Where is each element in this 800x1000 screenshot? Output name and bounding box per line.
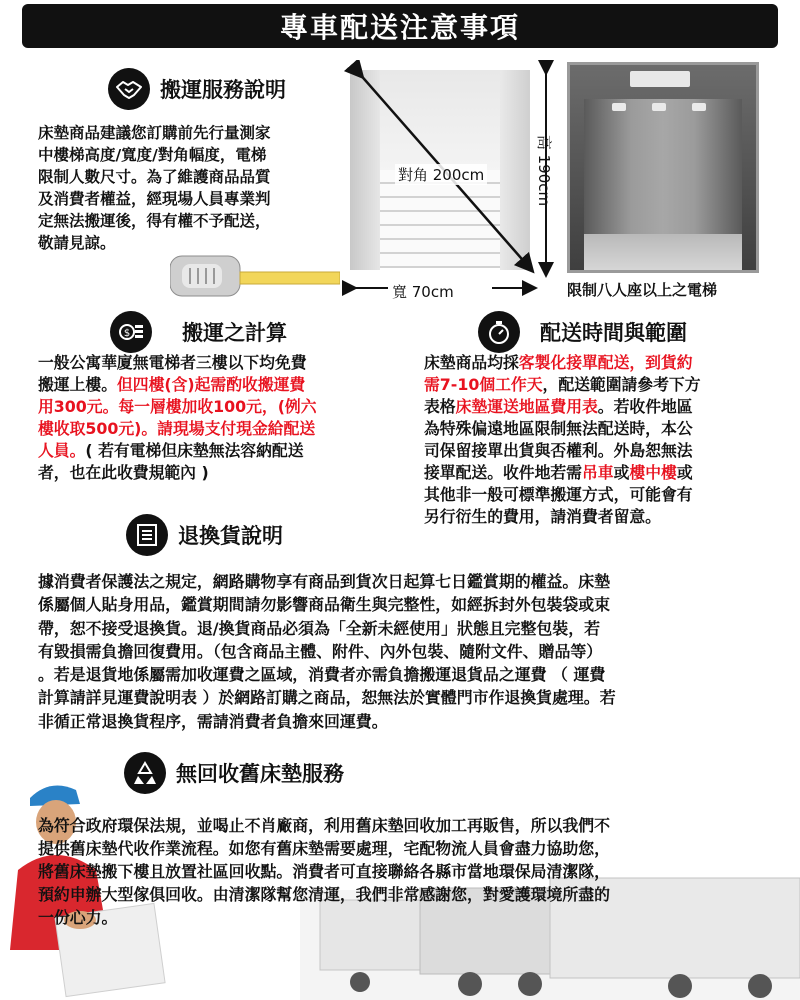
width-label: 寬 70cm	[392, 283, 454, 301]
transport-line: 限制人數尺寸。為了維護商品品質	[38, 168, 271, 186]
elevator-caption: 限制八人座以上之電梯	[567, 281, 718, 299]
fee-description	[38, 352, 398, 484]
returns-section-header	[126, 514, 283, 556]
fee-text: 搬運上樓。	[38, 375, 117, 394]
returns-line: 據消費者保護法之規定，網路購物享有商品到貨次日起算七日鑑賞期的權益。床墊	[38, 572, 611, 591]
diagonal-label: 對角 200cm	[395, 164, 487, 185]
coins-icon	[110, 311, 152, 353]
recycle-section-title: 無回收舊床墊服務	[176, 762, 344, 786]
transport-section-title: 搬運服務說明	[160, 78, 286, 102]
fee-highlight: 但四樓(含)起需酌收搬運費	[117, 375, 306, 394]
delivery-description: 床墊商品均採客製化接單配送，到貨約 需7-10個工作天，配送範圍請參考下方 表格床墊運送地區費用表。若收件地區 為特殊偏遠地區限制無法配送時，本公 司保留接單出貨與否權利。外島恕無法 接單配送。收件地若需吊車或樓中樓或 其他非一般可標準搬運方式，可能會有 另行衍生的費用，請消費者留意。	[424, 353, 701, 526]
fee-highlight: 人員。	[38, 441, 86, 460]
transport-line: 及消費者權益，經現場人員專業判	[38, 190, 271, 208]
fee-section-header	[110, 311, 287, 353]
fee-highlight: 用300元。每一層樓加收100元，(例六	[38, 397, 317, 416]
recycle-icon	[124, 752, 166, 794]
fee-line: 一般公寓華廈無電梯者三樓以下均免費	[38, 353, 307, 372]
page-title: 專車配送注意事項	[279, 11, 520, 44]
recycle-line: 為符合政府環保法規，並喝止不肖廠商，利用舊床墊回收加工再販售，所以我們不	[38, 816, 611, 835]
returns-description	[38, 570, 778, 733]
handshake-icon	[108, 68, 150, 110]
height-label: 高 190cm	[535, 134, 554, 206]
stopwatch-icon	[478, 311, 520, 353]
recycle-section-header	[124, 752, 344, 794]
fee-highlight: 樓收取500元)。請現場支付現金給配送	[38, 419, 316, 438]
page-title-bar	[22, 4, 778, 48]
fee-section-title: 搬運之計算	[182, 321, 287, 345]
recycle-line: 將舊床墊搬下樓且放置社區回收點。消費者可直接聯絡各縣市當地環保局清潔隊，	[38, 862, 611, 881]
fee-line: 者，也在此收費規範內 )	[38, 463, 209, 482]
recycle-line: 提供舊床墊代收作業流程。如您有舊床墊需要處理，宅配物流人員會盡力協助您，	[38, 839, 611, 858]
fee-text: ( 若有電梯但床墊無法容納配送	[85, 441, 304, 460]
returns-line: 非循正常退換貨程序，需請消費者負擔來回運費。	[38, 711, 388, 731]
transport-line: 床墊商品建議您訂購前先行量測家	[38, 124, 271, 142]
transport-line: 中樓梯高度/寬度/對角幅度，電梯	[38, 146, 267, 164]
returns-line: 。若是退貨地係屬需加收運費之區域，消費者亦需負擔搬運退貨品之運費 （ 運費	[38, 665, 606, 685]
recycle-line: 預約申辦大型傢俱回收。由清潔隊幫您清運，我們非常感謝您，對愛護環境所盡的	[38, 885, 611, 904]
returns-line: 係屬個人貼身用品，鑑賞期間請勿影響商品衛生與完整性，如經拆封外包裝袋或束	[38, 595, 611, 615]
recycle-line: 一份心力。	[38, 908, 118, 927]
svg-text:$: $	[123, 328, 131, 339]
checklist-icon	[126, 514, 168, 556]
transport-line: 定無法搬運後，得有權不予配送，	[38, 212, 271, 230]
transport-line: 敬請見諒。	[38, 234, 116, 252]
returns-line: 有毀損需負擔回復費用。（包含商品主體、附件、內外包裝、隨附文件、贈品等）	[38, 641, 603, 661]
transport-section-header	[108, 68, 286, 110]
delivery-section-header	[478, 311, 687, 353]
returns-line: 帶，恕不接受退換貨。退/換貨商品必須為「全新未經使用」狀態且完整包裝，若	[38, 618, 600, 638]
returns-line: 計算請詳見運費說明表 ）於網路訂購之商品，恕無法於實體門市作退換貨處理。若	[38, 688, 616, 708]
elevator-illustration	[567, 62, 759, 273]
returns-section-title: 退換貨說明	[178, 524, 283, 548]
tape-measure-illustration	[170, 250, 340, 300]
recycle-description	[38, 814, 778, 929]
delivery-section-title: 配送時間與範圍	[540, 321, 687, 345]
transport-description	[38, 122, 348, 254]
